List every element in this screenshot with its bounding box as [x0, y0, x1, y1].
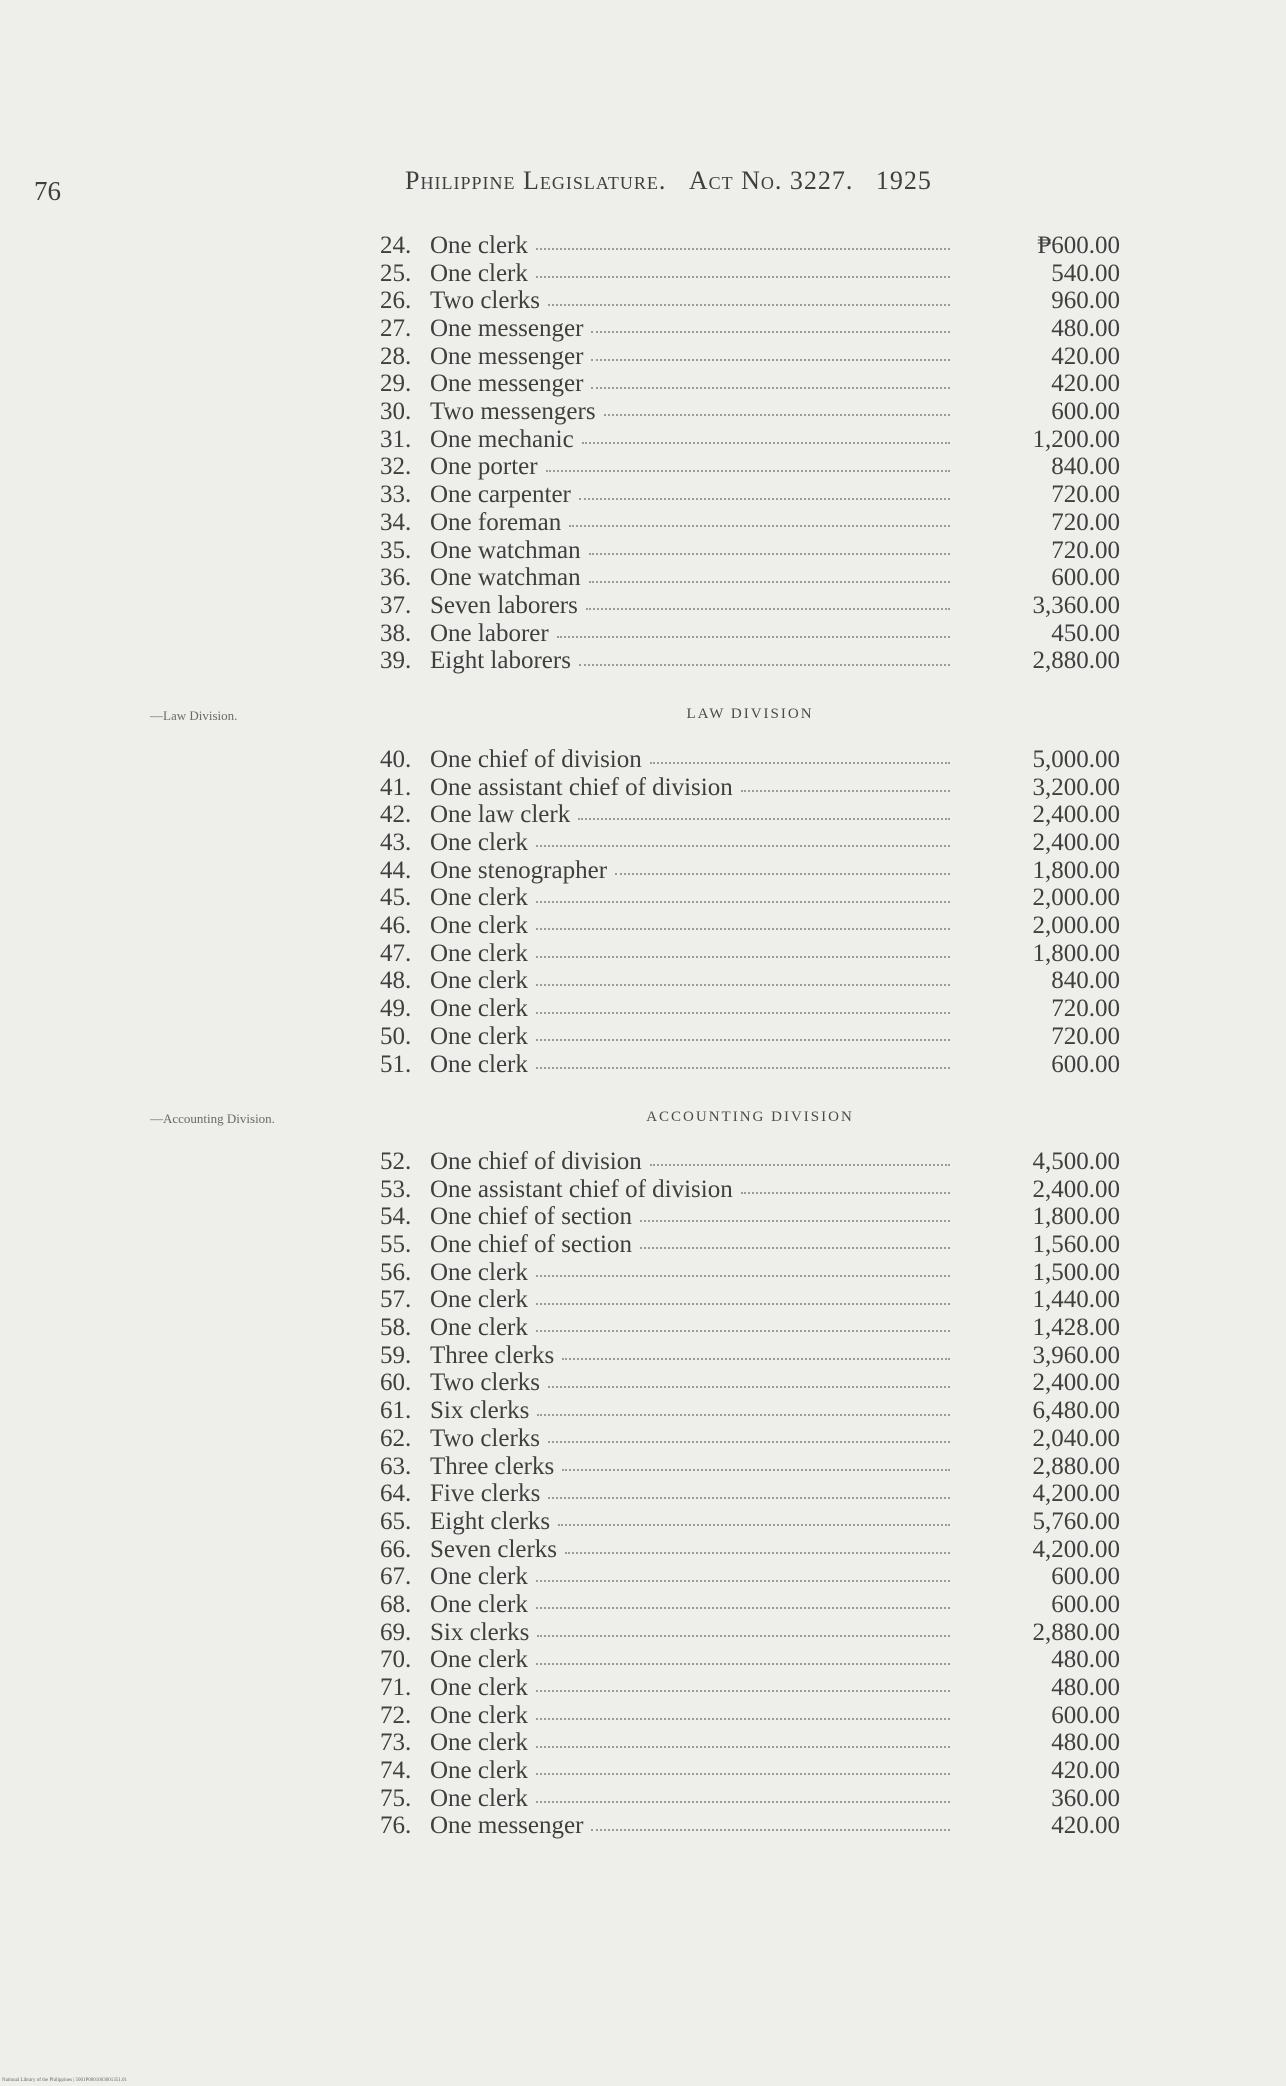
item-number: 49.	[380, 995, 412, 1023]
dot-leader	[537, 1413, 950, 1416]
item-number: 69.	[380, 1618, 412, 1646]
item-amount: 4,200.00	[1032, 1480, 1120, 1508]
item-description: Three clerks	[430, 1452, 555, 1480]
item-description: One chief of section	[430, 1203, 633, 1231]
item-number: 59.	[380, 1341, 412, 1369]
item-description: One clerk	[430, 1050, 528, 1078]
section-heading-accounting-division: ACCOUNTING DIVISION	[646, 1109, 854, 1125]
item-number: 36.	[380, 564, 412, 592]
item-amount: 360.00	[1051, 1784, 1120, 1812]
item-description: One watchman	[430, 536, 581, 564]
item-description: Five clerks	[430, 1480, 541, 1508]
accounting-division-list	[380, 1148, 1120, 1840]
line-item	[380, 1231, 1120, 1259]
item-amount: 1,560.00	[1032, 1231, 1120, 1259]
item-number: 41.	[380, 773, 412, 801]
dot-leader	[562, 1357, 950, 1360]
item-amount: 1,800.00	[1032, 856, 1120, 884]
item-amount: 1,428.00	[1032, 1314, 1120, 1342]
item-amount: 2,880.00	[1032, 647, 1120, 675]
item-description: One stenographer	[430, 856, 608, 884]
line-item	[380, 1646, 1120, 1674]
dot-leader	[615, 872, 950, 875]
dot-leader	[536, 1800, 950, 1803]
item-number: 72.	[380, 1701, 412, 1729]
item-number: 71.	[380, 1674, 412, 1702]
dot-leader	[536, 1011, 950, 1014]
item-amount: 840.00	[1051, 453, 1120, 481]
dot-leader	[591, 1828, 950, 1831]
dot-leader	[536, 1745, 950, 1748]
item-amount: 5,000.00	[1032, 745, 1120, 773]
line-item	[380, 398, 1120, 426]
item-description: One laborer	[430, 619, 549, 647]
running-head-year: 1925	[875, 166, 932, 195]
line-item	[380, 884, 1120, 912]
item-amount: 420.00	[1051, 1757, 1120, 1785]
dot-leader	[536, 983, 950, 986]
line-item	[380, 1051, 1120, 1079]
item-number: 35.	[380, 536, 412, 564]
dot-leader	[536, 1772, 950, 1775]
item-amount: 420.00	[1051, 342, 1120, 370]
item-number: 75.	[380, 1784, 412, 1812]
item-description: One messenger	[430, 315, 584, 343]
dot-leader	[536, 1274, 950, 1277]
dot-leader	[604, 413, 950, 416]
item-description: Two messengers	[430, 398, 596, 426]
item-description: Six clerks	[430, 1397, 530, 1425]
item-amount: 4,200.00	[1032, 1535, 1120, 1563]
item-number: 48.	[380, 967, 412, 995]
line-item	[380, 1425, 1120, 1453]
item-number: 37.	[380, 591, 412, 619]
item-number: 73.	[380, 1729, 412, 1757]
item-number: 27.	[380, 315, 412, 343]
dot-leader	[591, 358, 950, 361]
item-description: Two clerks	[430, 1369, 541, 1397]
footer-source-note: National Library of the Philippines | 5001P0001003001351.01	[2, 2078, 128, 2083]
item-description: One foreman	[430, 508, 562, 536]
item-amount: 600.00	[1051, 1701, 1120, 1729]
item-number: 39.	[380, 647, 412, 675]
item-description: One clerk	[430, 1784, 528, 1812]
item-number: 76.	[380, 1812, 412, 1840]
item-amount: 1,500.00	[1032, 1258, 1120, 1286]
line-item	[380, 1370, 1120, 1398]
line-item	[380, 1259, 1120, 1287]
item-amount: 3,200.00	[1032, 773, 1120, 801]
item-number: 30.	[380, 398, 412, 426]
item-description: One clerk	[430, 939, 528, 967]
item-amount: 720.00	[1051, 536, 1120, 564]
dot-leader	[548, 1496, 950, 1499]
item-description: One clerk	[430, 912, 528, 940]
item-description: One clerk	[430, 1286, 528, 1314]
line-item	[380, 746, 1120, 774]
line-item	[380, 1397, 1120, 1425]
dot-leader	[569, 524, 950, 527]
item-number: 44.	[380, 856, 412, 884]
item-amount: 420.00	[1051, 1812, 1120, 1840]
dot-leader	[536, 927, 950, 930]
item-description: One clerk	[430, 884, 528, 912]
item-amount: 4,500.00	[1032, 1147, 1120, 1175]
line-item	[380, 801, 1120, 829]
item-amount: 600.00	[1051, 564, 1120, 592]
dot-leader	[536, 955, 950, 958]
item-number: 31.	[380, 425, 412, 453]
item-amount: 480.00	[1051, 1729, 1120, 1757]
line-item	[380, 343, 1120, 371]
item-number: 38.	[380, 619, 412, 647]
item-number: 56.	[380, 1258, 412, 1286]
item-number: 28.	[380, 342, 412, 370]
line-item	[380, 1453, 1120, 1481]
item-number: 68.	[380, 1590, 412, 1618]
item-number: 53.	[380, 1175, 412, 1203]
item-description: One chief of division	[430, 1147, 642, 1175]
item-amount: 1,800.00	[1032, 939, 1120, 967]
dot-leader	[536, 275, 950, 278]
item-description: One clerk	[430, 1563, 528, 1591]
line-item	[380, 454, 1120, 482]
dot-leader	[589, 552, 950, 555]
line-item	[380, 620, 1120, 648]
item-amount: 720.00	[1051, 995, 1120, 1023]
item-amount: 2,000.00	[1032, 884, 1120, 912]
dot-leader	[591, 330, 950, 333]
item-number: 47.	[380, 939, 412, 967]
item-description: One clerk	[430, 995, 528, 1023]
line-item	[380, 1286, 1120, 1314]
line-item	[380, 829, 1120, 857]
dot-leader	[537, 1634, 950, 1637]
item-number: 70.	[380, 1646, 412, 1674]
dot-leader	[582, 441, 950, 444]
item-description: One porter	[430, 453, 538, 481]
item-amount: 600.00	[1051, 1563, 1120, 1591]
dot-leader	[565, 1551, 950, 1554]
item-description: Eight laborers	[430, 647, 571, 675]
item-amount: 2,040.00	[1032, 1424, 1120, 1452]
item-amount: 720.00	[1051, 508, 1120, 536]
line-item	[380, 1674, 1120, 1702]
item-amount: 1,800.00	[1032, 1203, 1120, 1231]
line-item	[380, 647, 1120, 675]
item-number: 74.	[380, 1757, 412, 1785]
item-number: 66.	[380, 1535, 412, 1563]
item-number: 46.	[380, 912, 412, 940]
dot-leader	[536, 1066, 950, 1069]
dot-leader	[536, 1329, 950, 1332]
item-number: 61.	[380, 1397, 412, 1425]
item-description: One messenger	[430, 1812, 584, 1840]
item-description: One messenger	[430, 370, 584, 398]
item-description: Three clerks	[430, 1341, 555, 1369]
item-description: One chief of division	[430, 745, 642, 773]
item-number: 32.	[380, 453, 412, 481]
dot-leader	[536, 900, 950, 903]
line-item	[380, 1702, 1120, 1730]
item-number: 40.	[380, 745, 412, 773]
dot-leader	[579, 497, 950, 500]
item-description: One clerk	[430, 829, 528, 857]
dot-leader	[536, 247, 950, 250]
item-amount: ₱600.00	[1037, 231, 1120, 259]
item-number: 52.	[380, 1147, 412, 1175]
line-item	[380, 1508, 1120, 1536]
item-amount: 2,880.00	[1032, 1452, 1120, 1480]
item-amount: 600.00	[1051, 398, 1120, 426]
item-number: 54.	[380, 1203, 412, 1231]
law-division-list	[380, 746, 1120, 1078]
line-item	[380, 1563, 1120, 1591]
item-number: 57.	[380, 1286, 412, 1314]
item-amount: 6,480.00	[1032, 1397, 1120, 1425]
item-number: 24.	[380, 231, 412, 259]
dot-leader	[650, 1163, 950, 1166]
item-number: 63.	[380, 1452, 412, 1480]
item-description: Seven clerks	[430, 1535, 558, 1563]
running-head	[405, 166, 932, 196]
item-number: 60.	[380, 1369, 412, 1397]
line-item	[380, 564, 1120, 592]
page-number: 76	[34, 176, 61, 206]
dot-leader	[589, 580, 950, 583]
dot-leader	[562, 1468, 950, 1471]
item-description: One clerk	[430, 1646, 528, 1674]
item-amount: 2,400.00	[1032, 801, 1120, 829]
item-description: One watchman	[430, 564, 581, 592]
dot-leader	[741, 789, 950, 792]
item-number: 51.	[380, 1050, 412, 1078]
dot-leader	[536, 1689, 950, 1692]
item-number: 50.	[380, 1022, 412, 1050]
dot-leader	[578, 817, 950, 820]
dot-leader	[741, 1191, 950, 1194]
item-description: One mechanic	[430, 425, 574, 453]
line-item	[380, 1757, 1120, 1785]
item-amount: 2,400.00	[1032, 1369, 1120, 1397]
margin-note-accounting-division: —Accounting Division.	[150, 1111, 275, 1126]
line-item	[380, 426, 1120, 454]
item-amount: 3,360.00	[1032, 591, 1120, 619]
line-item	[380, 1785, 1120, 1813]
item-number: 29.	[380, 370, 412, 398]
dot-leader	[579, 663, 950, 666]
item-description: One clerk	[430, 1729, 528, 1757]
item-description: Six clerks	[430, 1618, 530, 1646]
item-number: 34.	[380, 508, 412, 536]
dot-leader	[557, 635, 950, 638]
dot-leader	[546, 469, 950, 472]
line-item	[380, 537, 1120, 565]
item-amount: 600.00	[1051, 1590, 1120, 1618]
line-item	[380, 1619, 1120, 1647]
line-item	[380, 1480, 1120, 1508]
line-item	[380, 287, 1120, 315]
item-number: 67.	[380, 1563, 412, 1591]
dot-leader	[548, 1385, 950, 1388]
item-description: Two clerks	[430, 287, 541, 315]
item-description: One law clerk	[430, 801, 571, 829]
line-item	[380, 481, 1120, 509]
line-item	[380, 912, 1120, 940]
item-number: 65.	[380, 1507, 412, 1535]
item-number: 33.	[380, 481, 412, 509]
line-item	[380, 857, 1120, 885]
line-item	[380, 592, 1120, 620]
item-number: 64.	[380, 1480, 412, 1508]
item-description: Seven laborers	[430, 591, 578, 619]
item-amount: 600.00	[1051, 1050, 1120, 1078]
item-amount: 2,400.00	[1032, 1175, 1120, 1203]
item-description: One carpenter	[430, 481, 571, 509]
item-description: Two clerks	[430, 1424, 541, 1452]
dot-leader	[640, 1246, 950, 1249]
item-amount: 2,000.00	[1032, 912, 1120, 940]
dot-leader	[548, 1440, 950, 1443]
dot-leader	[650, 761, 950, 764]
line-item	[380, 1342, 1120, 1370]
item-amount: 450.00	[1051, 619, 1120, 647]
line-item	[380, 1729, 1120, 1757]
line-item	[380, 995, 1120, 1023]
line-item	[380, 260, 1120, 288]
line-item	[380, 232, 1120, 260]
line-item	[380, 1813, 1120, 1841]
margin-note-law-division: —Law Division.	[150, 708, 238, 723]
item-amount: 480.00	[1051, 1646, 1120, 1674]
running-head-title: Philippine Legislature.	[405, 166, 667, 195]
line-item	[380, 1314, 1120, 1342]
item-number: 25.	[380, 259, 412, 287]
dot-leader	[536, 1302, 950, 1305]
item-amount: 1,200.00	[1032, 425, 1120, 453]
item-description: One clerk	[430, 1022, 528, 1050]
item-number: 45.	[380, 884, 412, 912]
item-description: One messenger	[430, 342, 584, 370]
item-description: One clerk	[430, 1590, 528, 1618]
item-amount: 1,440.00	[1032, 1286, 1120, 1314]
item-number: 26.	[380, 287, 412, 315]
item-description: One clerk	[430, 1674, 528, 1702]
dot-leader	[536, 1606, 950, 1609]
item-amount: 2,400.00	[1032, 829, 1120, 857]
line-item	[380, 940, 1120, 968]
dot-leader	[536, 1038, 950, 1041]
running-head-act: Act No. 3227.	[688, 166, 854, 195]
item-description: One clerk	[430, 1258, 528, 1286]
item-amount: 720.00	[1051, 1022, 1120, 1050]
line-item	[380, 1203, 1120, 1231]
line-item	[380, 509, 1120, 537]
line-item	[380, 1023, 1120, 1051]
line-item	[380, 315, 1120, 343]
item-amount: 480.00	[1051, 1674, 1120, 1702]
dot-leader	[536, 1662, 950, 1665]
line-item	[380, 1148, 1120, 1176]
line-item	[380, 1176, 1120, 1204]
dot-leader	[548, 303, 950, 306]
item-number: 43.	[380, 829, 412, 857]
item-amount: 2,880.00	[1032, 1618, 1120, 1646]
item-amount: 960.00	[1051, 287, 1120, 315]
dot-leader	[558, 1523, 950, 1526]
item-description: One clerk	[430, 967, 528, 995]
item-description: One clerk	[430, 1314, 528, 1342]
item-amount: 3,960.00	[1032, 1341, 1120, 1369]
dot-leader	[536, 844, 950, 847]
item-number: 62.	[380, 1424, 412, 1452]
item-number: 42.	[380, 801, 412, 829]
item-number: 55.	[380, 1231, 412, 1259]
item-amount: 540.00	[1051, 259, 1120, 287]
line-item	[380, 1591, 1120, 1619]
item-description: One chief of section	[430, 1231, 633, 1259]
item-description: Eight clerks	[430, 1507, 551, 1535]
item-description: One clerk	[430, 1701, 528, 1729]
line-item	[380, 774, 1120, 802]
item-description: One clerk	[430, 1757, 528, 1785]
dot-leader	[591, 386, 950, 389]
item-amount: 5,760.00	[1032, 1507, 1120, 1535]
item-amount: 840.00	[1051, 967, 1120, 995]
line-item	[380, 968, 1120, 996]
dot-leader	[536, 1579, 950, 1582]
dot-leader	[586, 607, 950, 610]
item-description: One clerk	[430, 259, 528, 287]
dot-leader	[536, 1717, 950, 1720]
appropriation-list-continued	[380, 232, 1120, 675]
item-amount: 720.00	[1051, 481, 1120, 509]
section-heading-law-division: LAW DIVISION	[686, 706, 814, 722]
line-item	[380, 370, 1120, 398]
item-number: 58.	[380, 1314, 412, 1342]
item-description: One clerk	[430, 231, 528, 259]
item-description: One assistant chief of division	[430, 773, 733, 801]
item-description: One assistant chief of division	[430, 1175, 733, 1203]
dot-leader	[640, 1219, 950, 1222]
item-amount: 420.00	[1051, 370, 1120, 398]
line-item	[380, 1536, 1120, 1564]
item-amount: 480.00	[1051, 315, 1120, 343]
